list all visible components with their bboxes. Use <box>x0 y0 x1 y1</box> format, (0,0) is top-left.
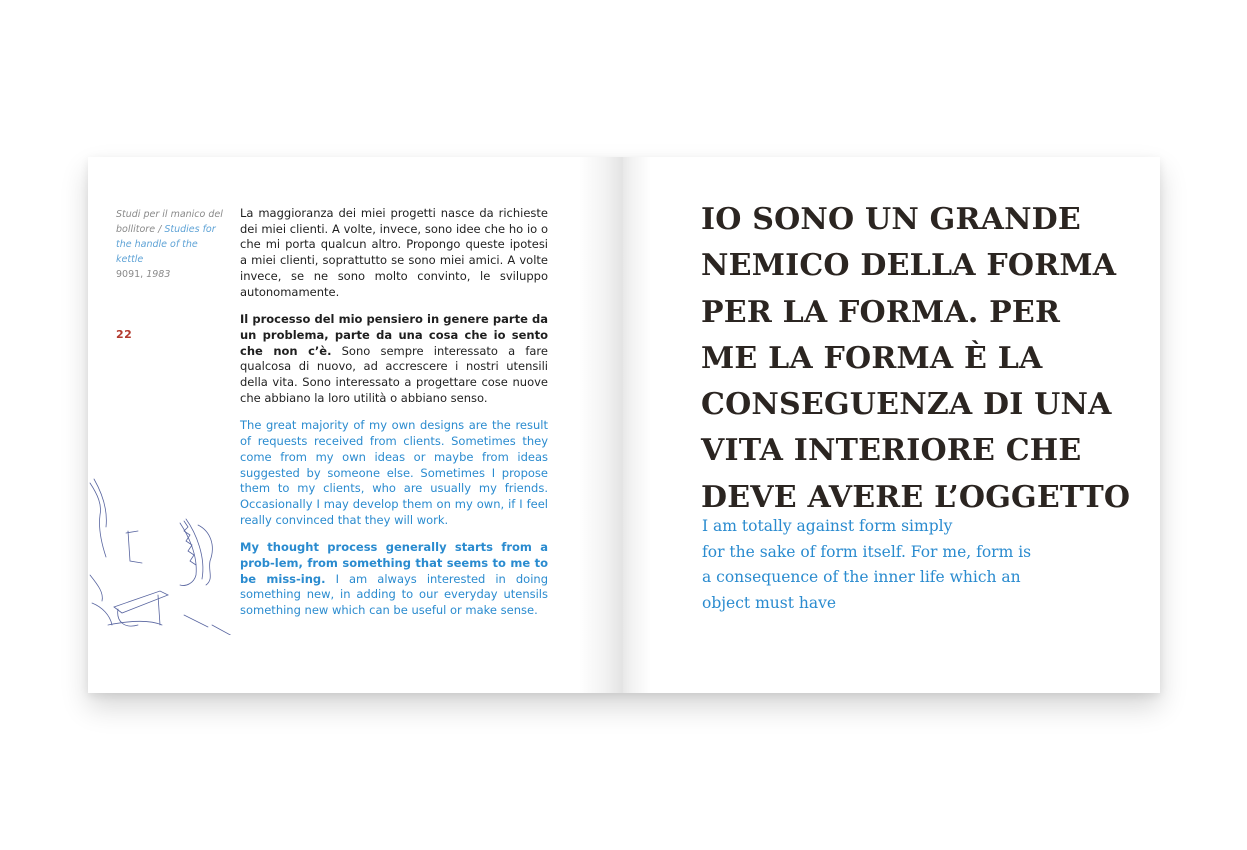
book-spread <box>88 157 1160 693</box>
translation-line: a consequence of the inner life which an <box>702 568 1021 586</box>
headline-line: CONSEGUENZA DI UNA <box>701 387 1112 423</box>
caption-year: 1983 <box>146 269 171 280</box>
english-paragraph-2-lead: My thought process generally starts from a prob-lem, from something that seems to me to be miss-ing. <box>240 540 548 586</box>
headline-line: ME LA FORMA È LA <box>701 340 1043 376</box>
headline-line: DEVE AVERE L’OGGETTO <box>701 479 1131 515</box>
headline-line: PER LA FORMA. PER <box>701 294 1061 330</box>
right-page <box>623 157 1160 693</box>
caption-separator: / <box>155 224 165 235</box>
gutter-shadow-right <box>623 157 651 693</box>
headline-line: VITA INTERIORE CHE <box>701 433 1082 469</box>
translation-line: I am totally against form simply <box>702 517 953 535</box>
english-paragraph-2 <box>240 540 548 619</box>
english-paragraph-1: The great majority of my own designs are the result of requests received from clients. Sometimes they come from my own ideas or maybe from ideas suggested by someone else. Sometimes I propose them to my clients, who are usually my friends. Occasionally I may develop them on my own, if I feel really convinced that they will work. <box>240 418 548 527</box>
italian-paragraph-1: La maggioranza dei miei progetti nasce da richieste dei miei clienti. A volte, invece, sono idee che ho io o che mi porta qualcun altro. Propongo queste ipotesi a miei clienti, soprattutto se sono miei amici. A volte invece, se ne sono molto convinto, le sviluppo autonomamente. <box>240 206 548 299</box>
headline-line: IO SONO UN GRANDE <box>701 202 1081 237</box>
italian-paragraph-2 <box>240 312 548 406</box>
body-text-column <box>240 206 548 631</box>
left-page <box>88 157 623 693</box>
translation-line: for the sake of form itself. For me, form is <box>702 542 1032 561</box>
image-caption <box>116 207 224 282</box>
kettle-handle-sketch-icon <box>88 475 248 635</box>
pull-quote-translation <box>702 514 1102 616</box>
italian-paragraph-2-body: Sono sempre interessato a fare qualcosa di nuovo, ad accrescere i nostri utensili della vita. Sono interessato a progettare cose nuove che abbiano la loro utilità o abbiano senso. <box>240 343 548 405</box>
pull-quote-headline <box>701 197 1141 521</box>
caption-italian-title: Studi per il manico del bollitore <box>116 209 223 235</box>
headline-line: NEMICO DELLA FORMA <box>701 248 1117 284</box>
page-number: 22 <box>116 328 133 341</box>
caption-code: 9091, <box>116 269 147 280</box>
italian-paragraph-2-lead: Il processo del mio pensiero in genere parte da un problema, parte da una cosa che io sento che non c’è. <box>240 312 548 358</box>
gutter-shadow-left <box>579 157 623 693</box>
translation-line: object must have <box>702 593 837 612</box>
caption-english-title: Studies for the handle of the kettle <box>116 224 216 265</box>
english-paragraph-2-body: I am always interested in doing something new, in adding to our everyday utensils something new which can be useful or make sense. <box>240 571 548 618</box>
